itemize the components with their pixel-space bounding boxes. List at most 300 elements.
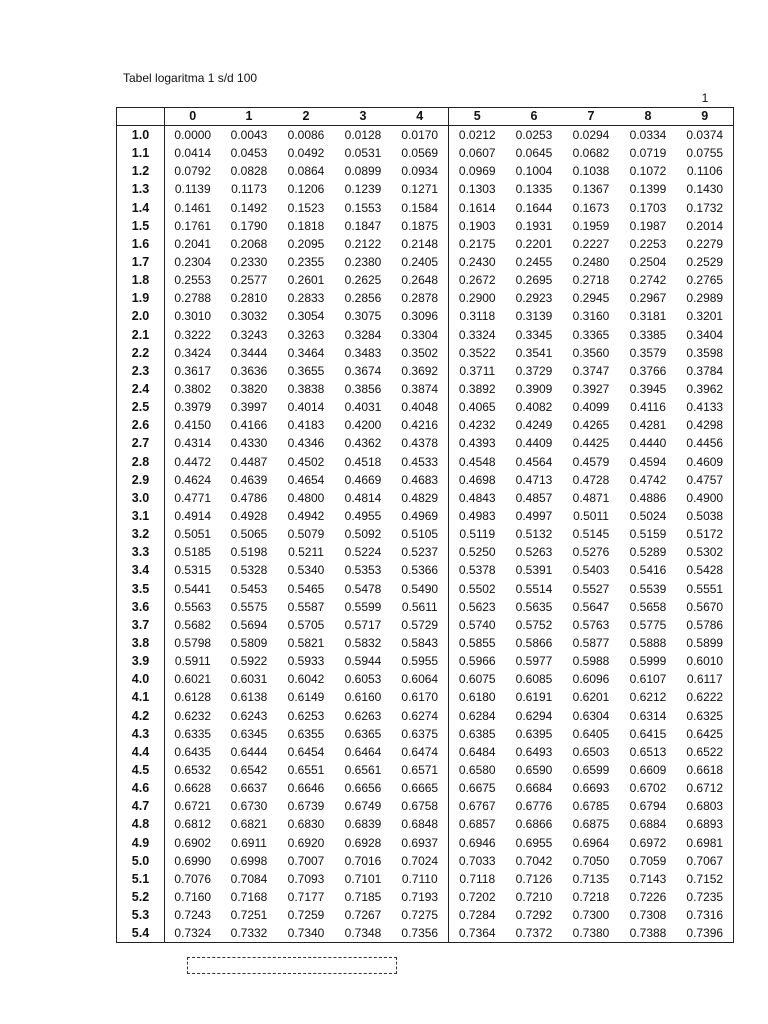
table-cell: 0.3927	[572, 382, 610, 397]
column-header: 3	[335, 108, 392, 126]
table-cell: 0.5478	[344, 581, 382, 596]
table-cell: 0.3784	[677, 362, 734, 380]
table-cell: 0.5416	[629, 563, 667, 578]
table-cell: 0.1847	[344, 218, 382, 233]
table-cell: 0.4065	[458, 400, 496, 415]
table-cell: 0.7226	[629, 889, 667, 904]
table-cell: 0.6848	[392, 815, 449, 833]
table-cell: 0.7143	[629, 871, 667, 886]
row-header: 1.1	[117, 144, 165, 162]
table-cell: 0.5682	[174, 617, 212, 632]
table-row	[117, 434, 734, 452]
row-header: 2.1	[117, 326, 165, 344]
table-cell: 0.5428	[677, 561, 734, 579]
table-cell: 0.2945	[572, 291, 610, 306]
row-header: 5.3	[117, 906, 165, 924]
table-cell: 0.5490	[392, 580, 449, 598]
row-header: 3.8	[117, 634, 165, 652]
table-cell: 0.6304	[572, 708, 610, 723]
table-cell: 0.7042	[515, 853, 553, 868]
table-row	[117, 906, 734, 924]
row-header: 5.1	[117, 870, 165, 888]
table-row	[117, 561, 734, 579]
table-cell: 0.2122	[344, 236, 382, 251]
table-cell: 0.6128	[174, 690, 212, 705]
table-cell: 0.6212	[629, 690, 667, 705]
table-cell: 0.5933	[287, 654, 325, 669]
table-cell: 0.6998	[230, 853, 268, 868]
table-cell: 0.6253	[287, 708, 325, 723]
table-cell: 0.2577	[230, 273, 268, 288]
table-cell: 0.7033	[458, 853, 496, 868]
table-row	[117, 634, 734, 652]
table-cell: 0.6474	[392, 743, 449, 761]
table-cell: 0.5159	[629, 527, 667, 542]
table-cell: 0.2765	[677, 271, 734, 289]
table-cell: 0.6712	[677, 779, 734, 797]
table-cell: 0.6435	[174, 744, 212, 759]
table-cell: 0.2227	[572, 236, 610, 251]
table-cell: 0.0492	[287, 146, 325, 161]
table-cell: 0.0334	[629, 128, 667, 143]
table-cell: 0.6532	[174, 762, 212, 777]
table-cell: 0.6149	[287, 690, 325, 705]
table-cell: 0.4082	[515, 400, 553, 415]
table-cell: 0.7160	[174, 889, 212, 904]
table-row	[117, 380, 734, 398]
table-cell: 0.5798	[174, 636, 212, 650]
table-cell: 0.7110	[392, 870, 449, 888]
table-row	[117, 271, 734, 289]
table-cell: 0.0253	[515, 128, 553, 143]
table-cell: 0.4133	[677, 398, 734, 416]
table-cell: 0.6222	[677, 688, 734, 706]
table-cell: 0.4997	[515, 509, 553, 524]
table-cell: 0.1492	[230, 200, 268, 215]
table-cell: 0.0374	[677, 126, 734, 145]
table-cell: 0.0682	[572, 146, 610, 161]
table-cell: 0.4249	[515, 418, 553, 433]
table-cell: 0.0969	[458, 164, 496, 179]
table-cell: 0.6776	[515, 799, 553, 814]
table-cell: 0.2279	[677, 235, 734, 253]
table-cell: 0.3579	[629, 345, 667, 360]
column-header: 0	[165, 108, 221, 126]
table-cell: 0.4099	[572, 400, 610, 415]
column-header: 1	[221, 108, 278, 126]
table-cell: 0.1875	[392, 217, 449, 235]
table-cell: 0.5514	[515, 581, 553, 596]
row-header: 1.0	[117, 126, 165, 145]
table-cell: 0.2014	[677, 217, 734, 235]
table-cell: 0.2900	[458, 291, 496, 306]
table-cell: 0.3747	[572, 363, 610, 378]
table-cell: 0.5866	[515, 636, 553, 650]
table-cell: 0.3598	[677, 344, 734, 362]
table-cell: 0.3766	[629, 363, 667, 378]
table-cell: 0.6138	[230, 690, 268, 705]
table-cell: 0.7348	[335, 924, 392, 943]
table-cell: 0.6758	[392, 797, 449, 815]
table-cell: 0.0755	[677, 144, 734, 162]
table-cell: 0.7380	[563, 924, 620, 943]
document-title: Tabel logaritma 1 s/d 100	[123, 71, 258, 85]
table-cell: 0.6484	[458, 744, 496, 759]
table-cell: 0.5729	[392, 616, 449, 634]
table-row	[117, 307, 734, 325]
row-header: 1.7	[117, 253, 165, 271]
table-cell: 0.6794	[629, 799, 667, 814]
table-row	[117, 725, 734, 743]
table-cell: 0.6955	[515, 835, 553, 850]
table-cell: 0.3243	[230, 327, 268, 342]
table-cell: 0.3304	[392, 326, 449, 344]
table-cell: 0.4393	[458, 436, 496, 451]
table-cell: 0.3444	[230, 345, 268, 360]
table-cell: 0.6454	[287, 744, 325, 759]
table-cell: 0.5024	[629, 509, 667, 524]
table-cell: 0.5944	[344, 654, 382, 669]
table-cell: 0.0086	[287, 128, 325, 143]
table-row	[117, 453, 734, 471]
table-cell: 0.5539	[629, 581, 667, 596]
table-cell: 0.2304	[174, 255, 212, 270]
table-cell: 0.5587	[287, 599, 325, 614]
table-cell: 0.6902	[174, 835, 212, 850]
table-cell: 0.4265	[572, 418, 610, 433]
table-cell: 0.1399	[629, 182, 667, 197]
table-cell: 0.1553	[344, 200, 382, 215]
table-row	[117, 707, 734, 725]
table-row	[117, 688, 734, 706]
table-cell: 0.0719	[629, 146, 667, 161]
table-cell: 0.5105	[392, 525, 449, 543]
table-row	[117, 217, 734, 235]
table-cell: 0.6284	[458, 708, 496, 723]
row-header: 2.2	[117, 344, 165, 362]
table-corner-cell	[117, 108, 165, 126]
table-cell: 0.6010	[677, 652, 734, 670]
table-row	[117, 852, 734, 870]
table-cell: 0.5366	[392, 561, 449, 579]
table-cell: 0.5821	[287, 636, 325, 650]
page-number: 1	[701, 91, 709, 105]
table-cell: 0.6590	[515, 762, 553, 777]
table-cell: 0.4298	[677, 416, 734, 434]
table-cell: 0.7067	[677, 852, 734, 870]
table-cell: 0.0569	[392, 144, 449, 162]
table-cell: 0.7059	[629, 853, 667, 868]
selection-marquee[interactable]	[187, 957, 397, 974]
table-cell: 0.6721	[174, 799, 212, 814]
table-cell: 0.4548	[458, 454, 496, 469]
table-cell: 0.4425	[572, 436, 610, 451]
row-header: 4.0	[117, 670, 165, 688]
table-cell: 0.3054	[287, 309, 325, 324]
table-cell: 0.2553	[174, 273, 212, 288]
table-cell: 0.5922	[230, 654, 268, 669]
row-header: 4.5	[117, 761, 165, 779]
row-header: 2.5	[117, 398, 165, 416]
table-cell: 0.6812	[174, 817, 212, 832]
table-cell: 0.4654	[287, 472, 325, 487]
column-header: 9	[677, 108, 734, 126]
table-cell: 0.6425	[677, 725, 734, 743]
table-cell: 0.7340	[278, 924, 335, 943]
row-header: 4.4	[117, 743, 165, 761]
table-row	[117, 797, 734, 815]
row-header: 4.9	[117, 833, 165, 851]
table-cell: 0.7016	[344, 853, 382, 868]
table-cell: 0.3997	[230, 400, 268, 415]
table-row	[117, 326, 734, 344]
row-header: 1.2	[117, 162, 165, 180]
row-header: 5.2	[117, 888, 165, 906]
table-cell: 0.1959	[572, 218, 610, 233]
table-cell: 0.3181	[629, 309, 667, 324]
row-header: 1.4	[117, 199, 165, 217]
table-cell: 0.3636	[230, 363, 268, 378]
table-cell: 0.2625	[344, 273, 382, 288]
table-cell: 0.0128	[344, 128, 382, 143]
table-cell: 0.3263	[287, 327, 325, 342]
table-cell: 0.4200	[344, 418, 382, 433]
table-cell: 0.4346	[287, 436, 325, 451]
table-cell: 0.5391	[515, 563, 553, 578]
table-cell: 0.6821	[230, 817, 268, 832]
row-header: 1.8	[117, 271, 165, 289]
table-cell: 0.7076	[174, 871, 212, 886]
table-cell: 0.5465	[287, 581, 325, 596]
table-cell: 0.6160	[344, 690, 382, 705]
table-cell: 0.4232	[458, 418, 496, 433]
table-cell: 0.3892	[458, 382, 496, 397]
table-cell: 0.7093	[287, 871, 325, 886]
row-header: 3.0	[117, 489, 165, 507]
table-cell: 0.7135	[572, 871, 610, 886]
row-header: 1.3	[117, 180, 165, 198]
table-cell: 0.3945	[629, 382, 667, 397]
table-cell: 0.3856	[344, 382, 382, 397]
table-cell: 0.4518	[344, 454, 382, 469]
table-cell: 0.7126	[515, 871, 553, 886]
row-header: 2.0	[117, 307, 165, 325]
table-cell: 0.2718	[572, 273, 610, 288]
row-header: 3.4	[117, 561, 165, 579]
row-header: 3.7	[117, 616, 165, 634]
table-cell: 0.6031	[230, 672, 268, 687]
table-row	[117, 344, 734, 362]
table-row	[117, 543, 734, 561]
table-cell: 0.5340	[287, 563, 325, 578]
table-cell: 0.2810	[230, 291, 268, 306]
row-header: 5.4	[117, 924, 165, 943]
table-cell: 0.0043	[230, 128, 268, 143]
table-cell: 0.6618	[677, 761, 734, 779]
row-header: 3.2	[117, 525, 165, 543]
table-cell: 0.6405	[572, 726, 610, 741]
table-cell: 0.4564	[515, 454, 553, 469]
table-cell: 0.7243	[174, 908, 212, 923]
table-row	[117, 761, 734, 779]
table-row	[117, 815, 734, 833]
table-cell: 0.5302	[677, 543, 734, 561]
table-cell: 0.7007	[287, 853, 325, 868]
table-cell: 0.6345	[230, 726, 268, 741]
table-cell: 0.3674	[344, 363, 382, 378]
table-cell: 0.4031	[344, 400, 382, 415]
table-cell: 0.2041	[174, 236, 212, 251]
table-cell: 0.3424	[174, 345, 212, 360]
table-cell: 0.6803	[677, 797, 734, 815]
table-cell: 0.7324	[165, 924, 221, 943]
table-row	[117, 924, 734, 943]
table-cell: 0.4014	[287, 400, 325, 415]
table-cell: 0.5079	[287, 527, 325, 542]
table-cell: 0.5119	[459, 527, 496, 542]
table-cell: 0.5403	[572, 563, 610, 578]
table-cell: 0.3032	[230, 309, 268, 324]
table-cell: 0.6675	[458, 781, 496, 796]
table-cell: 0.6839	[344, 817, 382, 832]
table-cell: 0.6749	[344, 799, 382, 814]
table-cell: 0.5185	[174, 545, 212, 560]
table-cell: 0.5966	[458, 654, 496, 669]
table-cell: 0.5877	[572, 636, 610, 650]
table-cell: 0.4669	[344, 472, 382, 487]
table-cell: 0.4814	[344, 490, 382, 505]
table-cell: 0.6464	[344, 744, 382, 759]
table-cell: 0.6314	[629, 708, 667, 723]
table-row	[117, 489, 734, 507]
table-cell: 0.5527	[572, 581, 610, 596]
table-cell: 0.3160	[572, 309, 610, 324]
table-cell: 0.6875	[572, 817, 610, 832]
table-cell: 0.7251	[230, 908, 268, 923]
table-cell: 0.0531	[344, 146, 382, 161]
table-cell: 0.3820	[230, 382, 268, 397]
table-cell: 0.7118	[459, 871, 496, 886]
table-cell: 0.6064	[392, 670, 449, 688]
table-cell: 0.6542	[230, 762, 268, 777]
table-cell: 0.4594	[629, 454, 667, 469]
table-cell: 0.5775	[629, 617, 667, 632]
row-header: 5.0	[117, 852, 165, 870]
table-cell: 0.1367	[572, 182, 610, 197]
table-cell: 0.4609	[677, 453, 734, 471]
table-cell: 0.5763	[572, 617, 610, 632]
row-header: 2.9	[117, 471, 165, 489]
table-cell: 0.4728	[572, 472, 610, 487]
table-cell: 0.4983	[458, 509, 496, 524]
row-header: 4.2	[117, 707, 165, 725]
table-cell: 0.2405	[392, 253, 449, 271]
table-cell: 0.5551	[677, 580, 734, 598]
table-cell: 0.1790	[230, 218, 268, 233]
table-cell: 0.4533	[392, 453, 449, 471]
table-row	[117, 235, 734, 253]
table-cell: 0.3010	[174, 309, 212, 324]
table-cell: 0.0212	[458, 128, 496, 143]
table-cell: 0.1206	[287, 182, 325, 197]
table-cell: 0.5353	[344, 563, 382, 578]
table-cell: 0.1931	[515, 218, 553, 233]
row-header: 3.1	[117, 507, 165, 525]
table-row	[117, 616, 734, 634]
table-cell: 0.2833	[287, 291, 325, 306]
table-cell: 0.5276	[572, 545, 610, 560]
table-row	[117, 180, 734, 198]
table-row	[117, 398, 734, 416]
table-cell: 0.7275	[392, 906, 449, 924]
table-cell: 0.6294	[515, 708, 553, 723]
table-cell: 0.2253	[629, 236, 667, 251]
table-cell: 0.6513	[629, 744, 667, 759]
table-cell: 0.0899	[344, 164, 382, 179]
table-cell: 0.7084	[230, 871, 268, 886]
table-cell: 0.5575	[230, 599, 268, 614]
table-cell: 0.2201	[515, 236, 553, 251]
table-cell: 0.4624	[174, 472, 212, 487]
table-cell: 0.6355	[287, 726, 325, 741]
table-cell: 0.1139	[174, 182, 211, 197]
table-cell: 0.6739	[287, 799, 325, 814]
row-header: 4.8	[117, 815, 165, 833]
table-cell: 0.4166	[230, 418, 268, 433]
table-cell: 0.5955	[392, 652, 449, 670]
table-cell: 0.4116	[630, 400, 666, 415]
table-cell: 0.6580	[458, 762, 496, 777]
table-cell: 0.7364	[449, 924, 506, 943]
table-cell: 0.3483	[344, 345, 382, 360]
table-cell: 0.6920	[287, 835, 325, 850]
table-cell: 0.6053	[344, 672, 382, 687]
table-cell: 0.6702	[629, 781, 667, 796]
table-cell: 0.6628	[174, 781, 212, 796]
table-cell: 0.1523	[287, 200, 325, 215]
table-cell: 0.5843	[392, 634, 449, 652]
table-cell: 0.4378	[392, 434, 449, 452]
table-cell: 0.0294	[572, 128, 610, 143]
table-cell: 0.4742	[629, 472, 667, 487]
table-cell: 0.4683	[392, 471, 449, 489]
table-row	[117, 670, 734, 688]
table-cell: 0.6684	[515, 781, 553, 796]
table-cell: 0.0607	[458, 146, 496, 161]
table-row	[117, 779, 734, 797]
table-cell: 0.5623	[458, 599, 496, 614]
table-cell: 0.1703	[629, 200, 667, 215]
table-cell: 0.7177	[287, 889, 325, 904]
table-cell: 0.6637	[230, 781, 268, 796]
table-cell: 0.1903	[458, 218, 496, 233]
table-cell: 0.7210	[515, 889, 553, 904]
column-header: 5	[449, 108, 506, 126]
table-cell: 0.6365	[344, 726, 382, 741]
table-cell: 0.1987	[629, 218, 667, 233]
table-cell: 0.6444	[230, 744, 268, 759]
table-cell: 0.5999	[629, 654, 667, 669]
table-cell: 0.2742	[629, 273, 667, 288]
table-cell: 0.7396	[677, 924, 734, 943]
table-cell: 0.5132	[515, 527, 553, 542]
table-cell: 0.6075	[458, 672, 496, 687]
table-cell: 0.5977	[515, 654, 553, 669]
table-cell: 0.2923	[515, 291, 553, 306]
table-cell: 0.5378	[458, 563, 496, 578]
table-cell: 0.2788	[174, 291, 212, 306]
table-cell: 0.4150	[174, 418, 212, 433]
